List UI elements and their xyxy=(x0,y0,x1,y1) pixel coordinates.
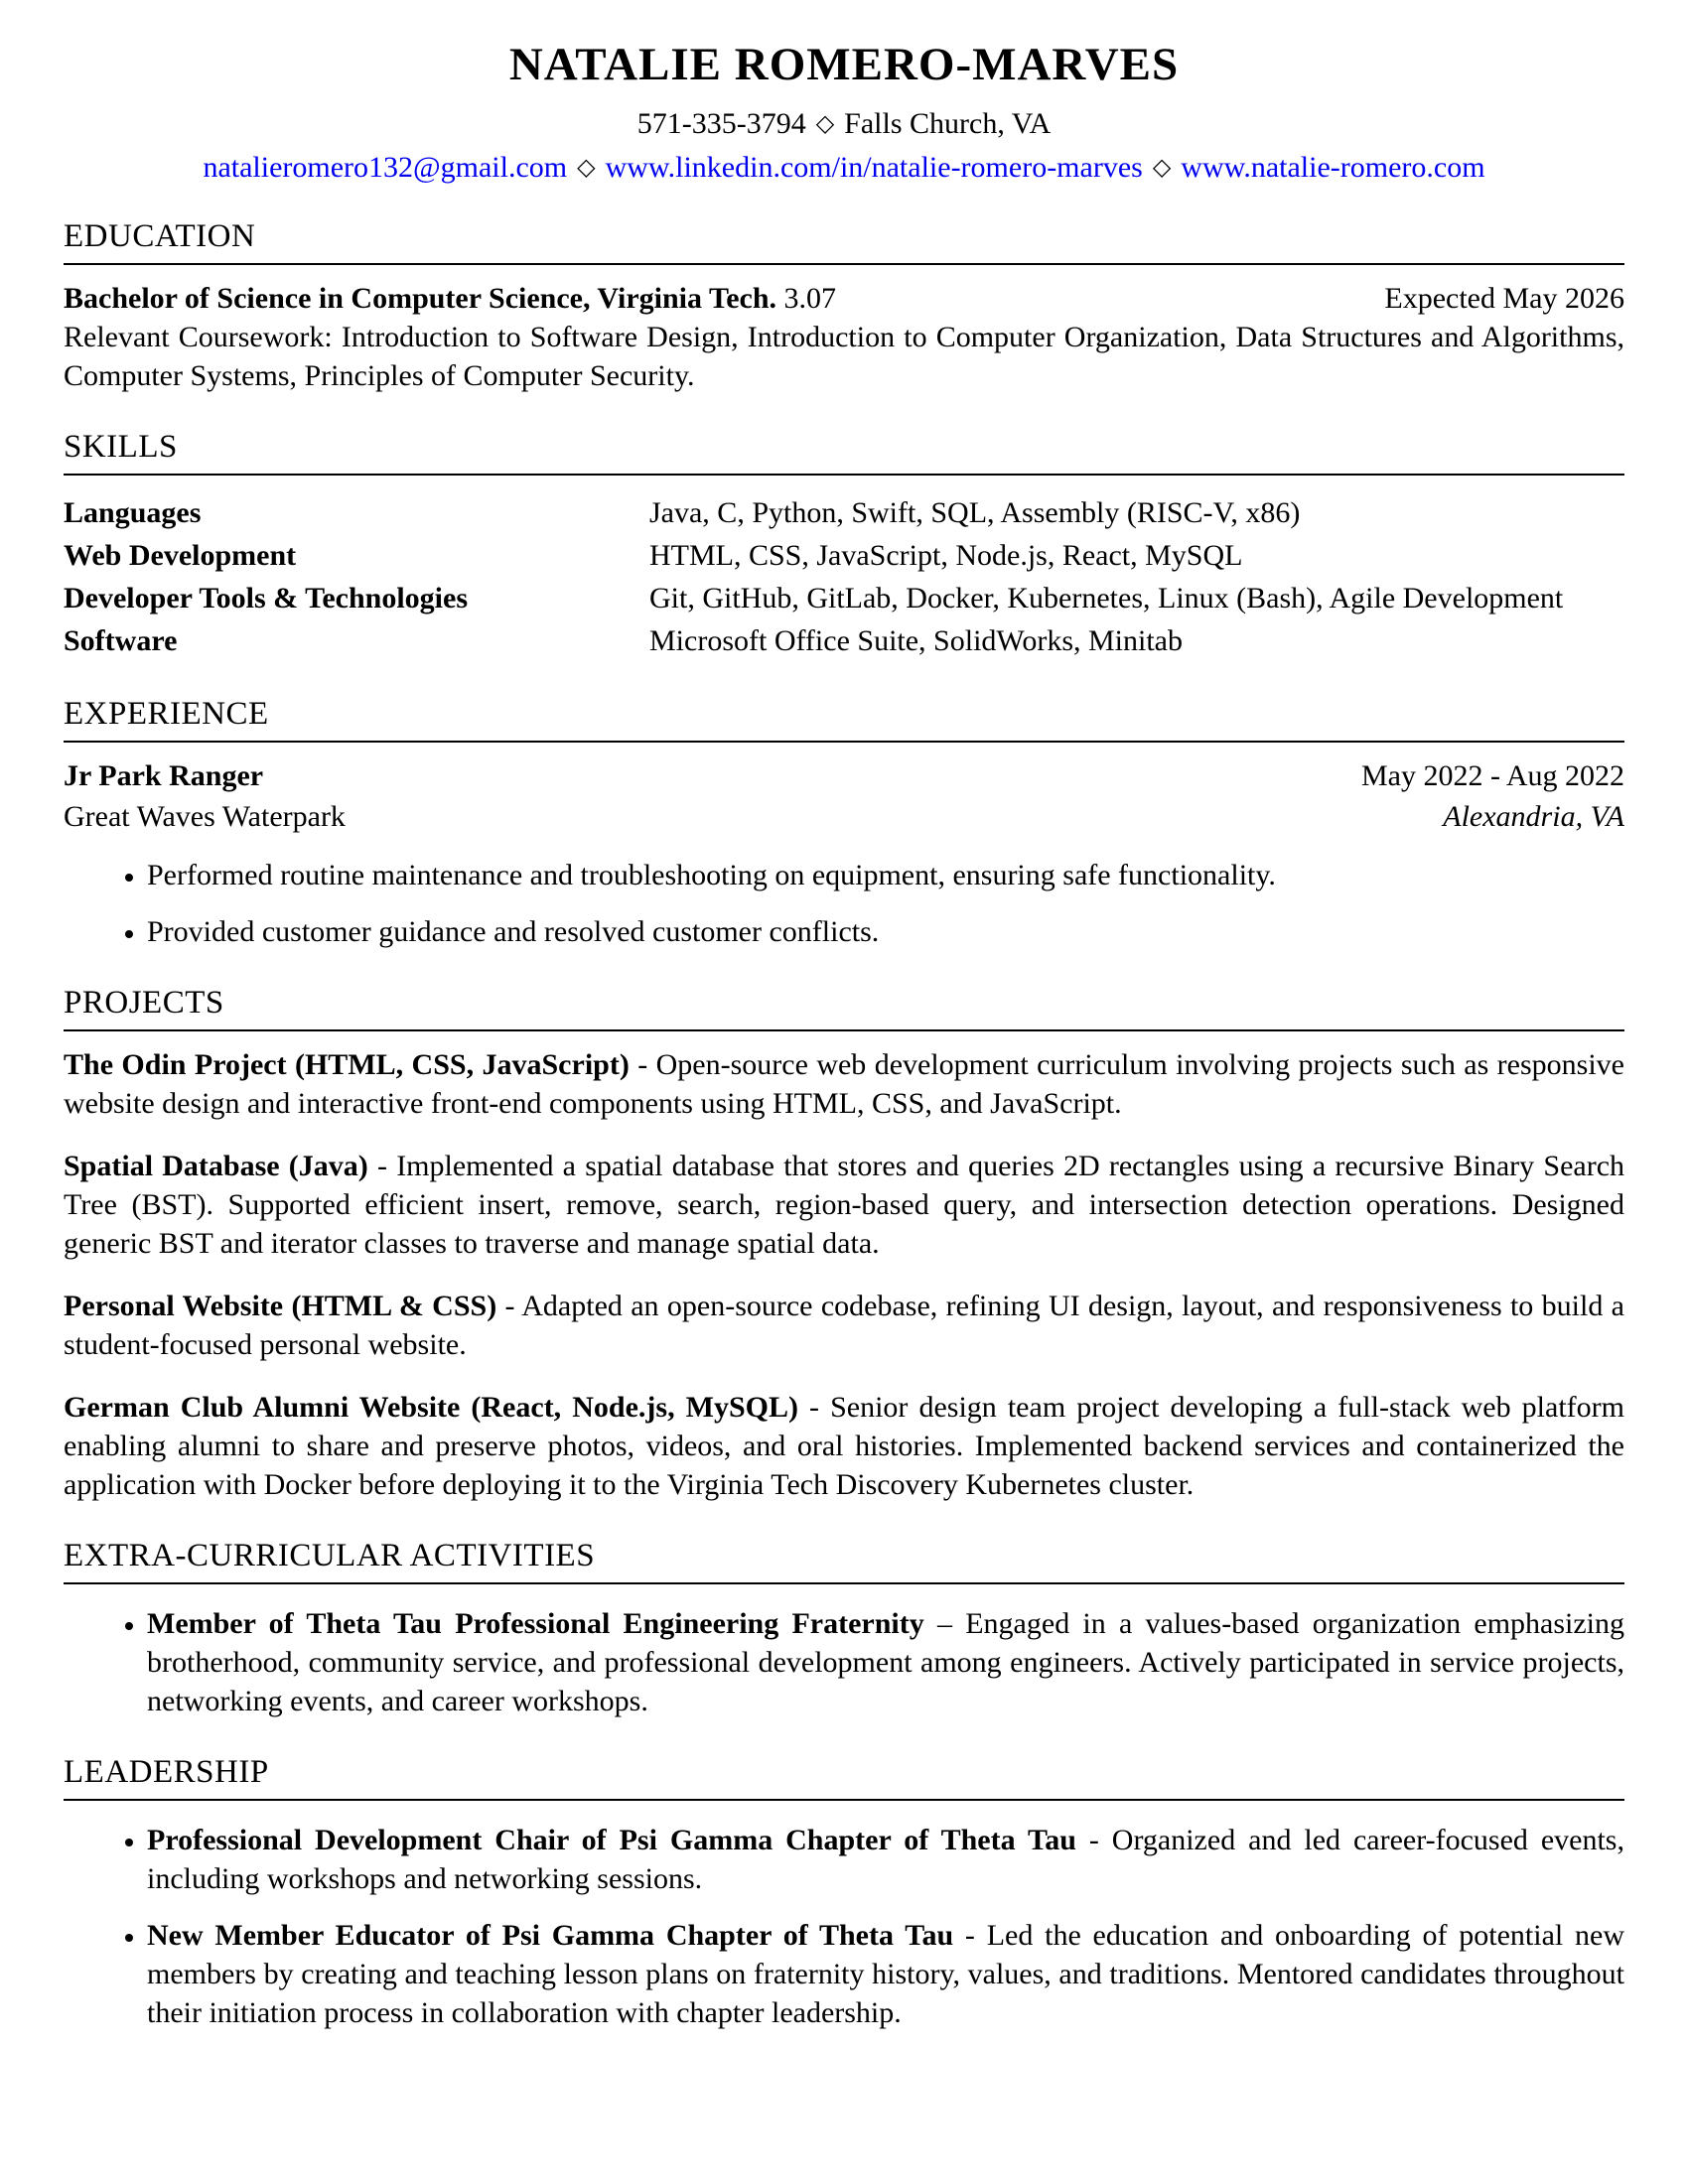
leadership-heading: LEADERSHIP xyxy=(64,1754,1624,1801)
graduation-date: Expected May 2026 xyxy=(1384,281,1624,315)
skill-values: Git, GitHub, GitLab, Docker, Kubernetes, Linux (Bash), Agile Development xyxy=(649,581,1564,614)
extracurricular-item xyxy=(147,1604,1624,1720)
leadership-description: Organized and led career-focused events, including workshops and networking sessions. xyxy=(147,1823,1624,1895)
candidate-name: NATALIE ROMERO-MARVES xyxy=(508,39,1180,90)
project-item xyxy=(64,1388,1624,1504)
company-name: Great Waves Waterpark xyxy=(64,799,346,833)
degree-and-gpa xyxy=(64,279,836,318)
leadership-role-name: New Member Educator of Psi Gamma Chapter of Theta Tau xyxy=(147,1918,954,1952)
contact-line-1 xyxy=(64,107,1624,141)
project-dash: - xyxy=(367,1149,397,1182)
project-dash: - xyxy=(496,1289,522,1322)
email-link[interactable]: natalieromero132@gmail.com xyxy=(203,150,568,184)
skill-category-label: Languages xyxy=(64,495,202,529)
project-name: Spatial Database (Java) xyxy=(64,1149,368,1182)
leadership-item xyxy=(147,1916,1624,2032)
extracurricular-heading: EXTRA-CURRICULAR ACTIVITIES xyxy=(64,1538,1624,1584)
skills-heading: SKILLS xyxy=(64,429,1624,476)
project-item xyxy=(64,1045,1624,1123)
section-projects xyxy=(64,985,1624,1504)
linkedin-link[interactable]: www.linkedin.com/in/natalie-romero-marves xyxy=(605,150,1143,184)
project-name: The Odin Project (HTML, CSS, JavaScript) xyxy=(64,1047,630,1081)
leadership-description: Led the education and onboarding of potential new members by creating and teaching lesson plans on fraternity history, values, and traditions. Mentored candidates throughout their initiation process in collaboration with chapter leadership. xyxy=(147,1918,1624,2029)
contact-line-2 xyxy=(64,151,1624,185)
activity-name: Member of Theta Tau Professional Engineering Fraternity xyxy=(147,1606,924,1640)
experience-heading: EXPERIENCE xyxy=(64,696,1624,743)
skill-row xyxy=(64,491,1624,534)
section-leadership xyxy=(64,1754,1624,2032)
job-title-row xyxy=(64,756,1624,795)
skill-category-label: Developer Tools & Technologies xyxy=(64,581,468,614)
skill-values: Java, C, Python, Swift, SQL, Assembly (RISC-V, x86) xyxy=(649,495,1301,529)
skill-values: HTML, CSS, JavaScript, Node.js, React, MySQL xyxy=(649,538,1243,572)
education-heading: EDUCATION xyxy=(64,218,1624,265)
skills-table xyxy=(64,491,1624,662)
leadership-dash: - xyxy=(1075,1823,1112,1856)
project-description: Adapted an open-source codebase, refining UI design, layout, and responsiveness to build a student-focused personal website. xyxy=(64,1289,1624,1361)
skill-category-label: Web Development xyxy=(64,538,297,572)
location-text: Falls Church, VA xyxy=(844,106,1052,140)
skill-row xyxy=(64,577,1624,619)
projects-heading: PROJECTS xyxy=(64,985,1624,1031)
section-education xyxy=(64,218,1624,395)
diamond-separator-icon: ◇ xyxy=(815,110,835,137)
diamond-separator-icon: ◇ xyxy=(577,154,596,181)
leadership-list xyxy=(64,1821,1624,2032)
section-extracurricular xyxy=(64,1538,1624,1720)
job-bullet-list xyxy=(64,856,1624,951)
activity-description: Engaged in a values-based organization emphasizing brotherhood, community service, and professional development among engineers. Actively participated in service projects, networking events, and career workshops. xyxy=(147,1606,1624,1717)
degree-title: Bachelor of Science in Computer Science, Virginia Tech. xyxy=(64,281,777,315)
project-description: Senior design team project developing a full-stack web platform enabling alumni to share and preserve photos, videos, and oral histories. Implemented backend services and containerized the application with Docker before deploying it to the Virginia Tech Discovery Kubernetes cluster. xyxy=(64,1390,1624,1501)
job-bullet: • Performed routine maintenance and troubleshooting on equipment, ensuring safe functionality. xyxy=(147,856,1624,894)
activity-dash: – xyxy=(923,1606,966,1640)
extracurricular-list xyxy=(64,1604,1624,1720)
gpa-value: 3.07 xyxy=(776,281,837,315)
project-description: Implemented a spatial database that stores and queries 2D rectangles using a recursive Binary Search Tree (BST). Supported efficient insert, remove, search, region-based query, and intersection detection operations. Designed generic BST and iterator classes to traverse and manage spatial data. xyxy=(64,1149,1625,1260)
skill-row xyxy=(64,534,1624,577)
project-description: Open-source web development curriculum involving projects such as responsive website design and interactive front-end components using HTML, CSS, and JavaScript. xyxy=(64,1047,1624,1120)
relevant-coursework: Relevant Coursework: Introduction to Software Design, Introduction to Computer Organization, Data Structures and Algorithms, Computer Systems, Principles of Computer Security. xyxy=(64,320,1624,392)
job-dates: May 2022 - Aug 2022 xyxy=(1361,758,1624,792)
project-item xyxy=(64,1287,1624,1364)
project-dash: - xyxy=(797,1390,831,1424)
leadership-role-name: Professional Development Chair of Psi Gamma Chapter of Theta Tau xyxy=(147,1823,1076,1856)
skill-values: Microsoft Office Suite, SolidWorks, Minitab xyxy=(649,623,1183,657)
leadership-dash: - xyxy=(953,1918,987,1952)
skill-category-label: Software xyxy=(64,623,178,657)
project-dash: - xyxy=(629,1047,656,1081)
section-skills xyxy=(64,429,1624,662)
personal-website-link[interactable]: www.natalie-romero.com xyxy=(1181,150,1485,184)
job-title: Jr Park Ranger xyxy=(64,758,264,792)
job-bullet: • Provided customer guidance and resolved customer conflicts. xyxy=(147,912,1624,951)
skill-row xyxy=(64,619,1624,662)
phone-number: 571-335-3794 xyxy=(636,106,806,140)
project-item xyxy=(64,1147,1624,1263)
section-experience xyxy=(64,696,1624,951)
diamond-separator-icon: ◇ xyxy=(1152,154,1172,181)
education-degree-row xyxy=(64,279,1624,318)
project-name: Personal Website (HTML & CSS) xyxy=(64,1289,497,1322)
job-location: Alexandria, VA xyxy=(1443,799,1624,833)
resume-header xyxy=(64,40,1624,185)
project-name: German Club Alumni Website (React, Node.js, MySQL) xyxy=(64,1390,798,1424)
job-company-row xyxy=(64,797,1624,836)
leadership-item xyxy=(147,1821,1624,1898)
